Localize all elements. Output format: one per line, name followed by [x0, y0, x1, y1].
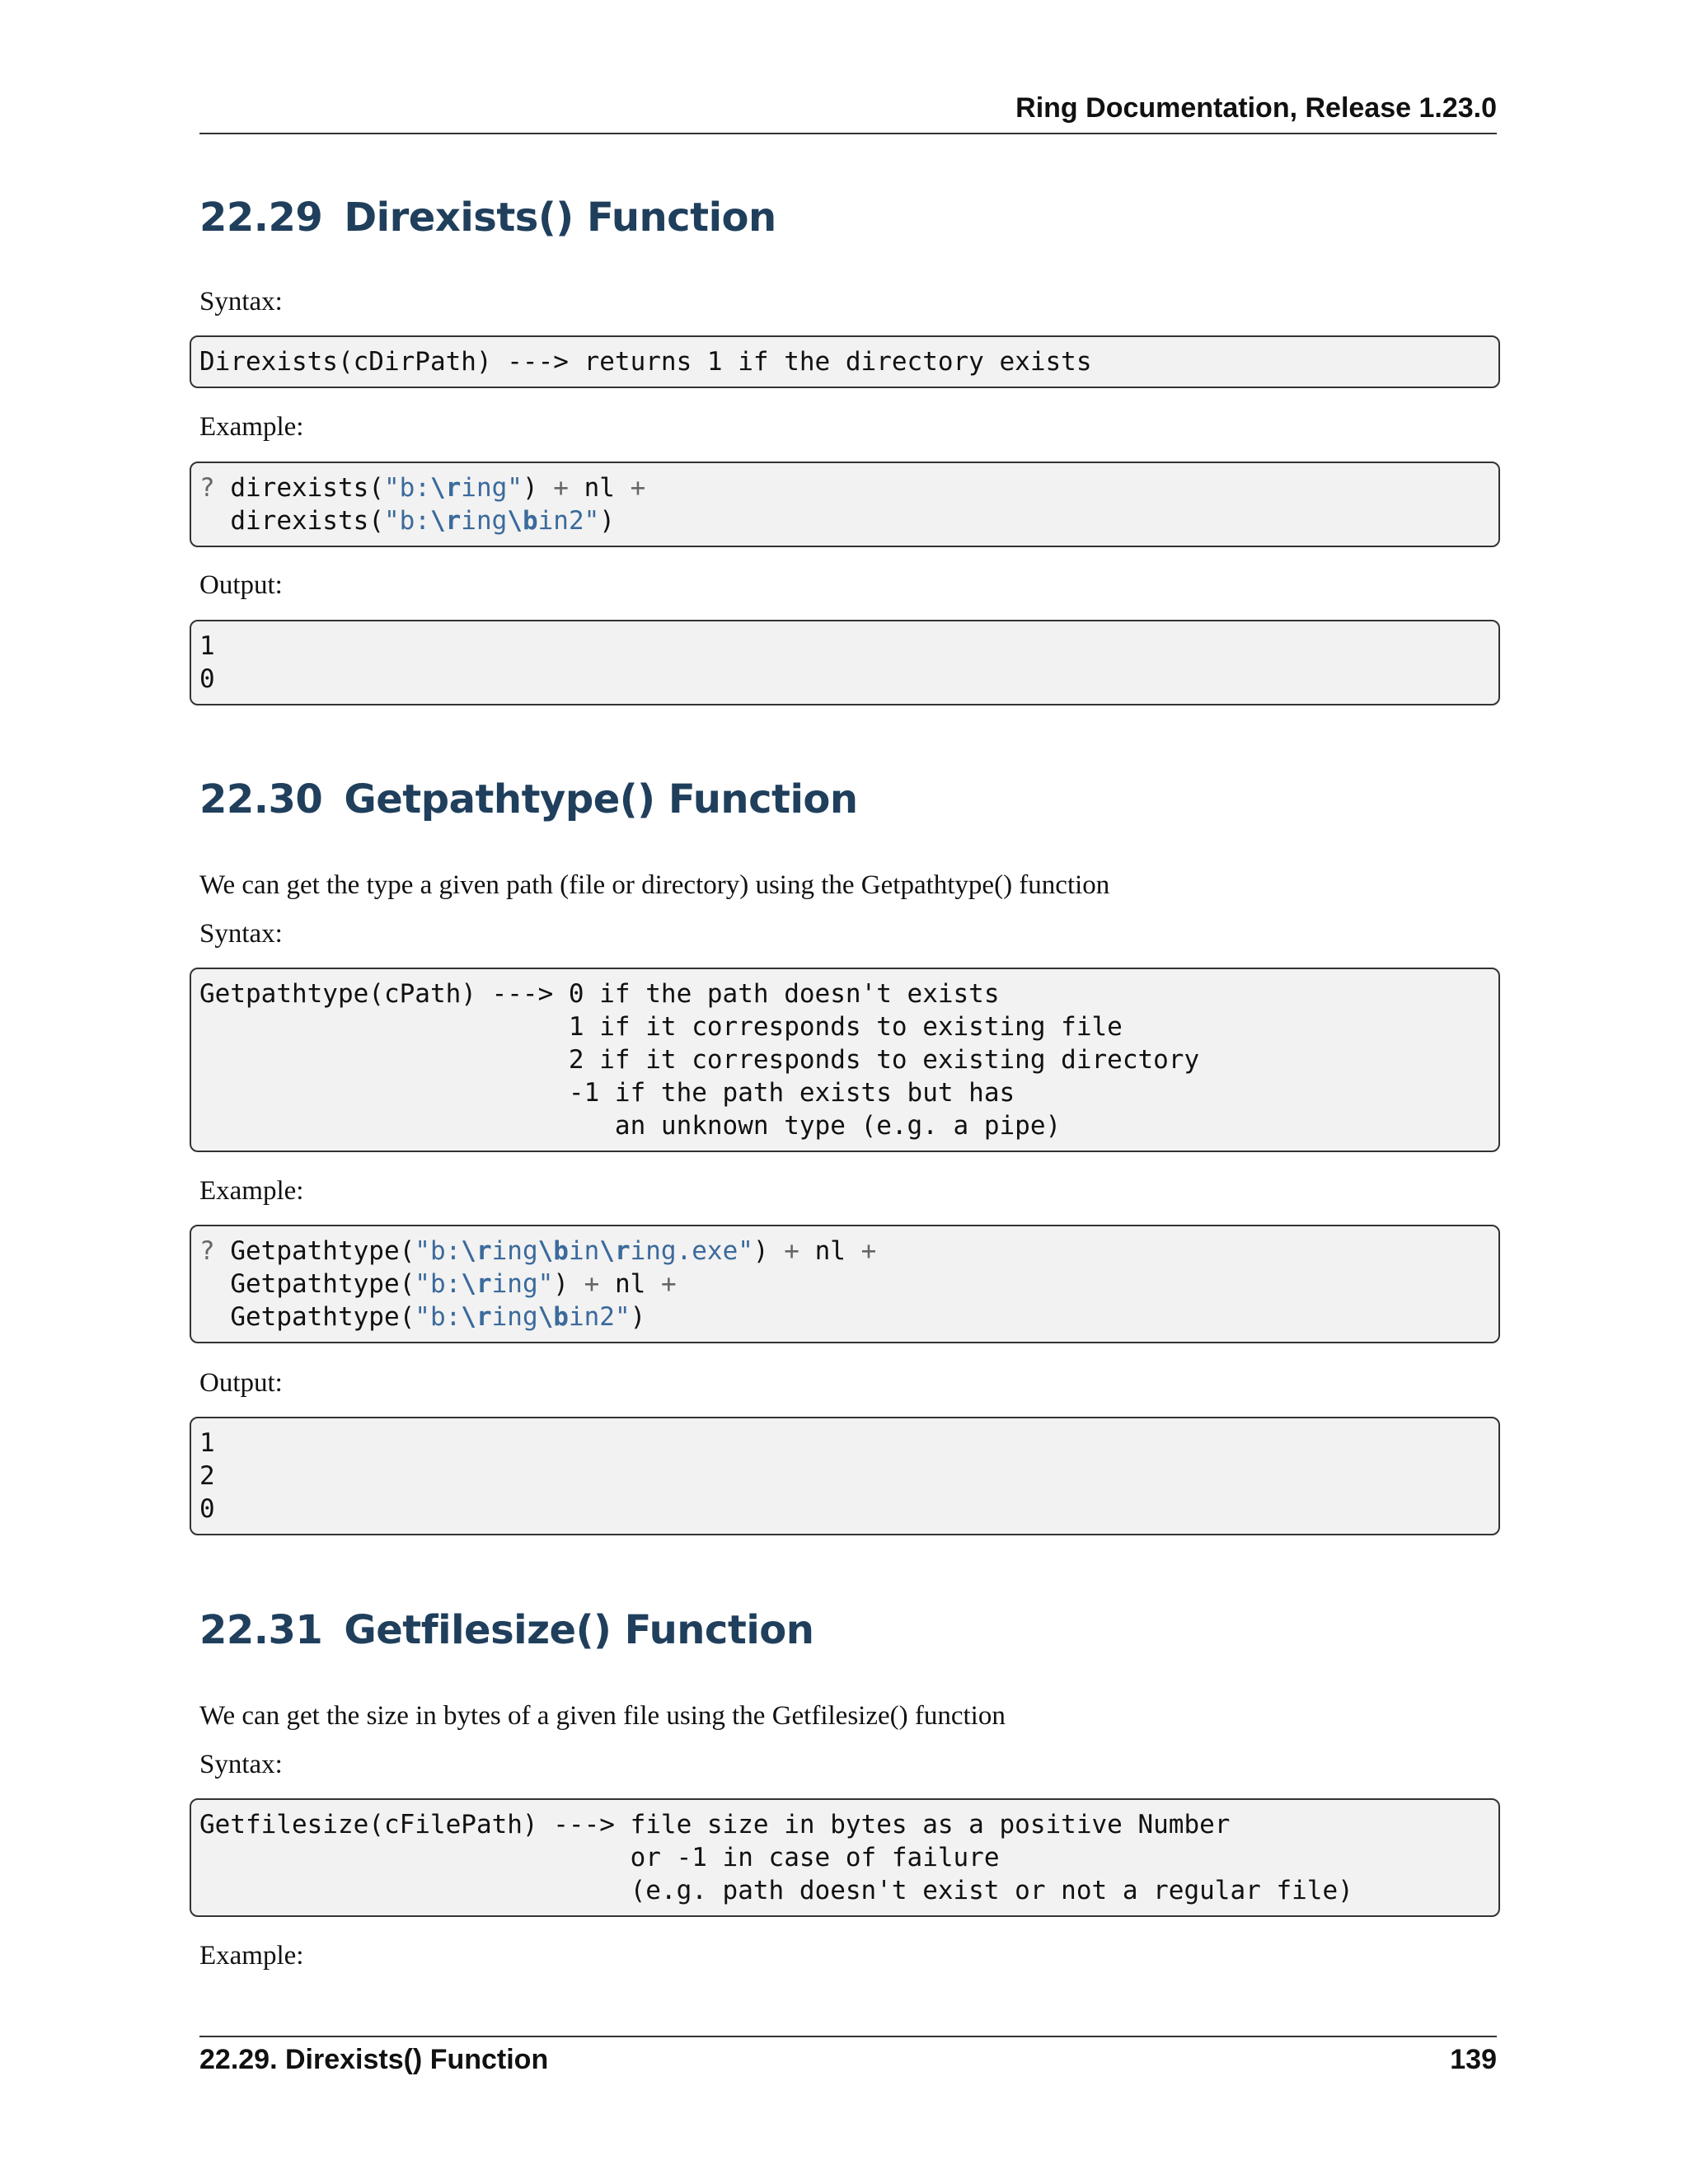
code-line: Getpathtype(cPath) ---> 0 if the path doesn't exists: [199, 979, 1000, 1009]
code-line: -1 if the path exists but has: [199, 1078, 1015, 1108]
section-intro: We can get the type a given path (file or directory) using the Getpathtype() function: [199, 870, 1110, 900]
string-literal: "b:: [415, 1269, 462, 1299]
code-line: 1 if it corresponds to existing file: [199, 1012, 1123, 1042]
plus-operator: +: [645, 1269, 677, 1299]
page-number: 139: [1450, 2044, 1497, 2075]
code-line: an unknown type (e.g. a pipe): [199, 1111, 1062, 1141]
code-line: Getfilesize(cFilePath) ---> file size in bytes as a positive Number: [199, 1810, 1231, 1840]
section-number: 22.31: [199, 1607, 323, 1653]
section-title: Direxists() Function: [344, 194, 776, 241]
code-line: 0: [199, 664, 215, 694]
section-heading-22-31: [199, 1607, 814, 1653]
code-token: nl: [584, 473, 615, 503]
output-code-block: [190, 1417, 1500, 1535]
running-footer: [199, 2044, 1497, 2076]
code-line: 1: [199, 631, 215, 661]
plus-operator: +: [845, 1236, 877, 1266]
code-line: [199, 1235, 1490, 1268]
section-number: 22.30: [199, 776, 323, 823]
code-token: ): [553, 1269, 569, 1299]
code-token: ): [522, 473, 538, 503]
example-label: Example:: [199, 1941, 304, 1971]
indent: [199, 1302, 230, 1332]
output-label: Output:: [199, 570, 283, 600]
example-label: Example:: [199, 412, 304, 442]
code-line: (e.g. path doesn't exist or not a regular file): [199, 1876, 1353, 1905]
section-intro: We can get the size in bytes of a given file using the Getfilesize() function: [199, 1701, 1006, 1731]
footer-section-title: 22.29. Direxists() Function: [199, 2044, 549, 2075]
code-line: Direxists(cDirPath) ---> returns 1 if the directory exists: [199, 347, 1092, 377]
escape-sequence: \r: [429, 506, 462, 536]
code-line: 2: [199, 1461, 215, 1491]
code-token: ): [599, 506, 615, 536]
string-literal: ing": [491, 1269, 554, 1299]
plus-operator: +: [568, 1269, 615, 1299]
code-line: or -1 in case of failure: [199, 1843, 1000, 1872]
indent: [199, 506, 230, 536]
escape-sequence: \r: [599, 1236, 631, 1266]
syntax-label: Syntax:: [199, 1750, 283, 1779]
syntax-code-block: [190, 1798, 1500, 1917]
syntax-code-block: [190, 968, 1500, 1152]
code-token: Getpathtype(: [230, 1236, 415, 1266]
code-token: ): [630, 1302, 646, 1332]
escape-sequence: \r: [461, 1269, 492, 1299]
print-operator: ?: [199, 473, 231, 503]
code-line: [199, 471, 1490, 504]
code-line: 1: [199, 1428, 215, 1458]
section-number: 22.29: [199, 194, 323, 241]
string-literal: "b:: [415, 1236, 462, 1266]
code-token: nl: [614, 1269, 646, 1299]
string-literal: "b:: [383, 473, 430, 503]
code-token: nl: [814, 1236, 846, 1266]
example-label: Example:: [199, 1176, 304, 1206]
code-line: [199, 1268, 1490, 1301]
escape-sequence: \r: [461, 1302, 492, 1332]
plus-operator: +: [614, 473, 646, 503]
section-title: Getfilesize() Function: [344, 1607, 814, 1653]
string-literal: ing: [491, 1302, 538, 1332]
section-heading-22-30: [199, 776, 858, 823]
syntax-label: Syntax:: [199, 919, 283, 949]
section-heading-22-29: [199, 194, 776, 241]
string-literal: "b:: [415, 1302, 462, 1332]
output-code-block: [190, 620, 1500, 705]
string-literal: ing: [461, 506, 508, 536]
indent: [199, 1269, 230, 1299]
string-literal: ing.exe": [630, 1236, 753, 1266]
code-token: direxists(: [230, 473, 384, 503]
code-token: Getpathtype(: [230, 1302, 415, 1332]
syntax-label: Syntax:: [199, 287, 283, 316]
string-literal: ing: [491, 1236, 538, 1266]
code-token: direxists(: [230, 506, 384, 536]
print-operator: ?: [199, 1236, 231, 1266]
code-token: ): [753, 1236, 769, 1266]
string-literal: ing": [461, 473, 523, 503]
example-code-block: [190, 462, 1500, 547]
code-line: [199, 1301, 1490, 1333]
escape-sequence: \r: [429, 473, 462, 503]
output-label: Output:: [199, 1368, 283, 1398]
escape-sequence: \b: [537, 1236, 569, 1266]
string-literal: in2": [537, 506, 600, 536]
syntax-code-block: [190, 335, 1500, 388]
escape-sequence: \b: [537, 1302, 569, 1332]
string-literal: "b:: [383, 506, 430, 536]
footer-rule: [199, 2036, 1497, 2037]
escape-sequence: \b: [507, 506, 538, 536]
escape-sequence: \r: [461, 1236, 492, 1266]
code-line: 2 if it corresponds to existing directory: [199, 1045, 1200, 1075]
plus-operator: +: [768, 1236, 815, 1266]
code-line: 0: [199, 1494, 215, 1524]
code-line: [199, 504, 1490, 537]
code-token: Getpathtype(: [230, 1269, 415, 1299]
string-literal: in2": [568, 1302, 631, 1332]
example-code-block: [190, 1225, 1500, 1343]
string-literal: in: [568, 1236, 600, 1266]
section-title: Getpathtype() Function: [344, 776, 858, 823]
plus-operator: +: [537, 473, 584, 503]
running-header: Ring Documentation, Release 1.23.0: [199, 92, 1497, 134]
